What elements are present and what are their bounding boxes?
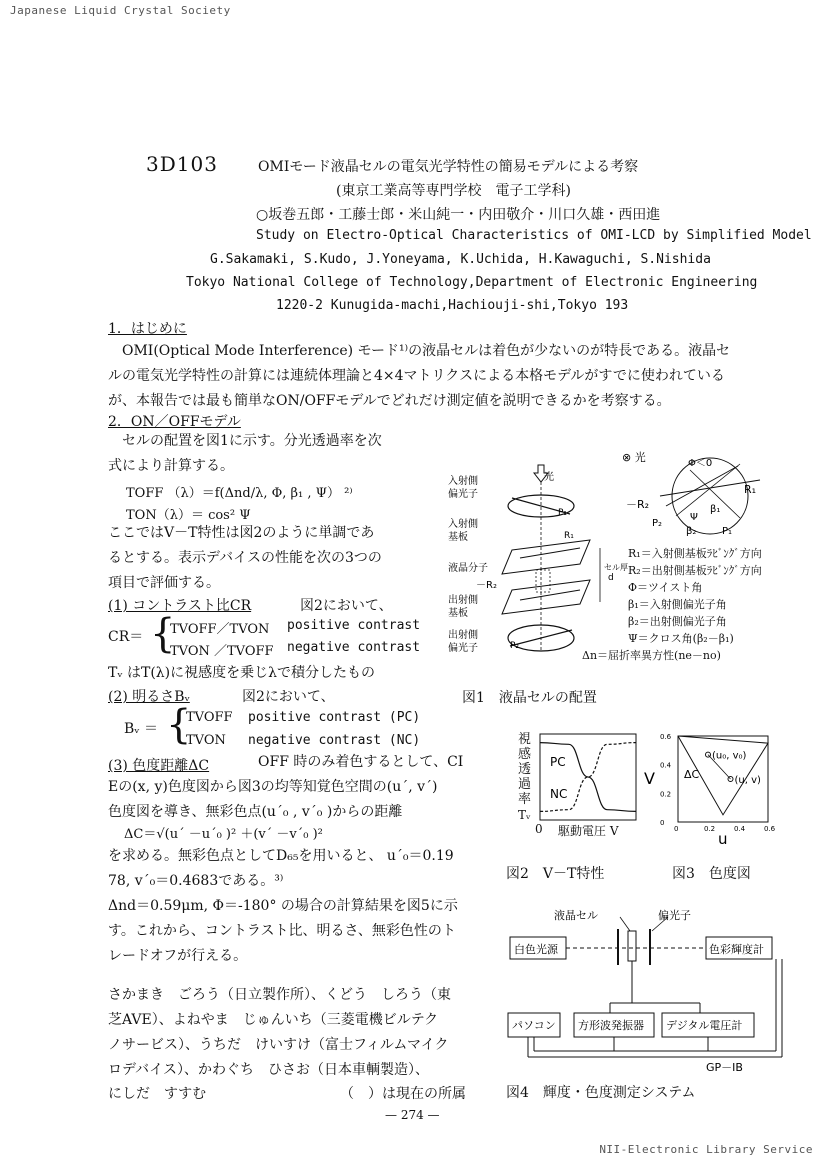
beta1-label: β₁ <box>710 504 721 515</box>
voltmeter-label: デジタル電圧計 <box>666 1019 743 1032</box>
lc-cell-label: 液晶セル <box>554 909 598 922</box>
page-number: — 274 — <box>385 1108 440 1122</box>
authors-en: G.Sakamaki, S.Kudo, J.Yoneyama, K.Uchida, H.Kawaguchi, S.Nishida <box>210 252 711 267</box>
equation-toff: TOFF （λ）＝f(Δnd/λ, Φ, β₁ , Ψ） ²⁾ <box>126 486 353 501</box>
r1-label: R₁ <box>744 483 757 496</box>
presentation-code: 3D103 <box>146 152 218 176</box>
legend-line: β₂＝出射側偏光子角 <box>628 615 727 628</box>
legend-line: Δn＝屈折率異方性(ne－no) <box>582 649 721 662</box>
address-en: 1220-2 Kunugida-machi,Hachiouji-shi,Tokyo 193 <box>276 298 629 313</box>
in-substrate-label-1: 入射側 <box>448 519 478 530</box>
fig3-y-ticks <box>660 733 672 827</box>
item3-line: Eの(x, y)色度図から図3の均等知覚色空間の(u´, v´) <box>108 779 438 795</box>
section2-text2 <box>108 521 428 596</box>
result-line: を求める。無彩色点としてD₆₅を用いると、 u´₀＝0.19 <box>108 848 454 864</box>
bv-brace: { <box>166 702 192 748</box>
section1-line: ルの電気光学特性の計算には連続体理論と4×4マトリクスによる本格モデルがすでに使われている <box>108 368 725 384</box>
bv-row2-mode: negative contrast (NC) <box>248 733 421 748</box>
affiliation-jp: (東京工業高等専門学校 電子工学科) <box>336 183 571 199</box>
intro-line: 式により計算する。 <box>108 458 234 474</box>
fig4-diagram <box>500 905 790 1085</box>
equation-ton: TON（λ）＝ cos² Ψ <box>126 508 251 523</box>
text2-line: 項目で評価する。 <box>108 575 220 591</box>
white-light-label: 白色光源 <box>514 943 558 956</box>
pc-label: PC <box>550 755 566 769</box>
fig1-caption: 図1 液晶セルの配置 <box>462 690 597 706</box>
item2-note: 図2において、 <box>242 689 335 705</box>
section1-line: が、本報告では最も簡単なON/OFFモデルでどれだけ測定値を説明できるかを考察する。 <box>108 393 671 409</box>
cr-row1-mode: positive contrast <box>287 618 421 633</box>
minus-r2-cell-label: －R₂ <box>476 580 497 591</box>
beta2-label: β₂ <box>686 526 697 537</box>
p2-label: P₂ <box>652 518 663 529</box>
item3-line: 色度図を導き、無彩色点(u´₀ , v´₀ )からの距離 <box>108 804 403 820</box>
footnote-line: ロデバイス）、かわぐち ひさお（日本車輌製造）、 <box>108 1062 430 1078</box>
result-line: レードオフが行える。 <box>108 948 248 964</box>
section2-heading: 2．ON／OFFモデル <box>108 414 241 430</box>
in-polarizer-label-2: 偏光子 <box>448 489 478 500</box>
fig3-v-axis: V <box>644 769 655 788</box>
fig3-x-tick-label: 0 <box>674 825 679 833</box>
footnote-line: ノサービス）、うちだ けいすけ（富士フィルムマイク <box>108 1037 449 1053</box>
title-jp: OMIモード液晶セルの電気光学特性の簡易モデルによる考察 <box>258 159 639 175</box>
angle-light-label: ⊗ 光 <box>622 451 646 464</box>
item1-heading: (1) コントラスト比CR <box>108 598 252 614</box>
item3-heading: (3) 色度距離ΔC <box>108 758 210 774</box>
fig2-tv: Tᵥ <box>518 808 531 822</box>
fig3-x-tick-label: 0.6 <box>764 825 776 833</box>
in-polarizer-label-1: 入射側 <box>448 476 478 487</box>
fig3-point-label: (u, v) <box>734 775 761 786</box>
r2-direction <box>520 590 580 600</box>
footnote <box>108 983 488 1083</box>
fig4-caption: 図4 輝度・色度測定システム <box>506 1085 696 1101</box>
library-service-footer: NII-Electronic Library Service <box>599 1143 813 1156</box>
footnote-last-left: にしだ すすむ <box>108 1086 207 1102</box>
fig3-point-label: (u₀, v₀) <box>712 750 747 762</box>
fig3-y-tick-label: 0.6 <box>660 733 672 741</box>
psi-label: Ψ <box>690 512 698 523</box>
d-label: d <box>608 573 614 583</box>
p1-cell-label: P₁ <box>558 508 568 518</box>
item3-line: OFF 時のみ着色するとして、CI <box>258 754 464 770</box>
light-label: 光 <box>544 472 554 483</box>
lc-cell-leader <box>620 917 630 931</box>
fig3-x-tick-label: 0.4 <box>734 825 746 833</box>
fig3-y-tick-label: 0.2 <box>660 790 672 799</box>
delta-c-label: ΔC <box>684 768 700 781</box>
fig3-y-tick-label: 0 <box>660 819 665 827</box>
legend-line: β₁＝入射側偏光子角 <box>628 598 727 611</box>
bv-label: Bᵥ ＝ <box>124 721 158 737</box>
legend-line: Ψ＝クロス角(β₂－β₁) <box>628 632 734 645</box>
section1-body <box>108 339 788 414</box>
in-substrate-shape <box>502 540 590 574</box>
section2-intro <box>108 429 428 479</box>
p2-cell-label: P₂ <box>510 641 520 651</box>
item2-heading: (2) 明るさBᵥ <box>108 689 190 705</box>
fig3-chart <box>640 728 780 848</box>
cr-row1: TVOFF／TVON <box>170 622 270 637</box>
item3-body <box>108 750 478 825</box>
result-body <box>108 844 478 969</box>
pc-label: パソコン <box>512 1019 556 1032</box>
footnote-line: さかまき ごろう（日立製作所）、くどう しろう（東 <box>108 987 451 1003</box>
polarizer-label: 偏光子 <box>658 909 691 922</box>
nc-label: NC <box>550 787 568 801</box>
fig2-xlabel: 駆動電圧 V <box>558 824 619 838</box>
cr-brace: { <box>150 611 176 657</box>
out-substrate-shape <box>502 580 590 614</box>
title-en: Study on Electro-Optical Characteristics of OMI-LCD by Simplified Model <box>256 228 812 243</box>
out-substrate-label-1: 出射側 <box>448 595 478 606</box>
cr-row2: TVON ／TVOFF <box>170 644 274 659</box>
cr-row2-mode: negative contrast <box>287 640 421 655</box>
p2-axis <box>676 464 740 516</box>
r1-direction <box>520 548 580 558</box>
society-header: Japanese Liquid Crystal Society <box>10 4 231 17</box>
bv-row1-mode: positive contrast (PC) <box>248 710 421 725</box>
tv-note: Tᵥ はT(λ)に視感度を乗じλで積分したもの <box>108 665 376 681</box>
fig3-caption: 図3 色度図 <box>672 866 751 882</box>
lc-molecule-label: 液晶分子 <box>448 563 488 574</box>
fig2-zero: 0 <box>535 822 543 836</box>
fig3-u-axis: u <box>718 830 728 848</box>
result-line: 78, v´₀＝0.4683である。³⁾ <box>108 873 284 889</box>
text2-line: るとする。表示デバイスの性能を次の3つの <box>108 550 382 566</box>
legend-line: Φ＝ツイスト角 <box>628 581 703 594</box>
lc-cell-shape <box>628 931 636 961</box>
fig2-ylabel: 視感透過率 <box>518 732 532 807</box>
legend-line: R₂＝出射側基板ﾗﾋﾞﾝｸﾞ方向 <box>628 564 762 577</box>
phi-label: Φ＜0 <box>688 458 713 469</box>
r1-cell-label: R₁ <box>564 531 574 541</box>
pc-series-line <box>540 743 636 812</box>
out-substrate-label-2: 基板 <box>448 608 468 619</box>
cr-label: CR＝ <box>108 629 144 645</box>
footnote-line: 芝AVE）、よねやま じゅんいち（三菱電機ビルテク <box>108 1012 439 1028</box>
out-polarizer-label-2: 偏光子 <box>448 643 478 654</box>
authors-jp: ○坂巻五郎・工藤士郎・米山純一・内田敬介・川口久雄・西田進 <box>256 207 661 223</box>
gpib-label: GP－IB <box>706 1061 743 1074</box>
in-substrate-label-2: 基板 <box>448 532 468 543</box>
text2-line: ここではV－T特性は図2のように単調であ <box>108 525 375 541</box>
out-polarizer-label-1: 出射側 <box>448 630 478 641</box>
section1-heading: 1．はじめに <box>108 321 187 337</box>
fig3-y-tick-label: 0.4 <box>660 761 672 770</box>
fig2-caption: 図2 V－T特性 <box>506 866 605 882</box>
p1-angle-label: P₁ <box>722 526 733 537</box>
bv-row2: TVON <box>186 733 226 748</box>
item1-note: 図2において、 <box>300 598 393 614</box>
cell-thickness-label: セル厚 <box>604 563 628 572</box>
result-line: す。これから、コントラスト比、明るさ、無彩色性のト <box>108 923 456 939</box>
intro-line: セルの配置を図1に示す。分光透過率を次 <box>108 433 382 449</box>
delta-c-equation: ΔC＝√(u´ －u´₀ )² ＋(v´ －v´₀ )² <box>124 827 323 842</box>
wave-generator-label: 方形波発振器 <box>578 1019 644 1032</box>
minus-r2-label: －R₂ <box>626 498 650 511</box>
result-line: Δnd＝0.59μm, Φ＝-180° の場合の計算結果を図5に示 <box>108 898 458 914</box>
r2-axis <box>666 466 738 506</box>
fig3-x-tick-label: 0.2 <box>704 825 716 833</box>
section1-line: OMI(Optical Mode Interference) モード¹⁾の液晶セルは着色が少ないのが特長である。液晶セ <box>108 343 731 359</box>
institution-en: Tokyo National College of Technology,Department of Electronic Engineering <box>186 275 758 290</box>
color-meter-label: 色彩輝度計 <box>709 943 764 956</box>
lc-molecule-shape <box>536 570 550 592</box>
footnote-last-right: （ ）は現在の所属 <box>340 1086 466 1102</box>
legend-line: R₁＝入射側基板ﾗﾋﾞﾝｸﾞ方向 <box>628 547 762 560</box>
bv-row1: TVOFF <box>186 710 233 725</box>
